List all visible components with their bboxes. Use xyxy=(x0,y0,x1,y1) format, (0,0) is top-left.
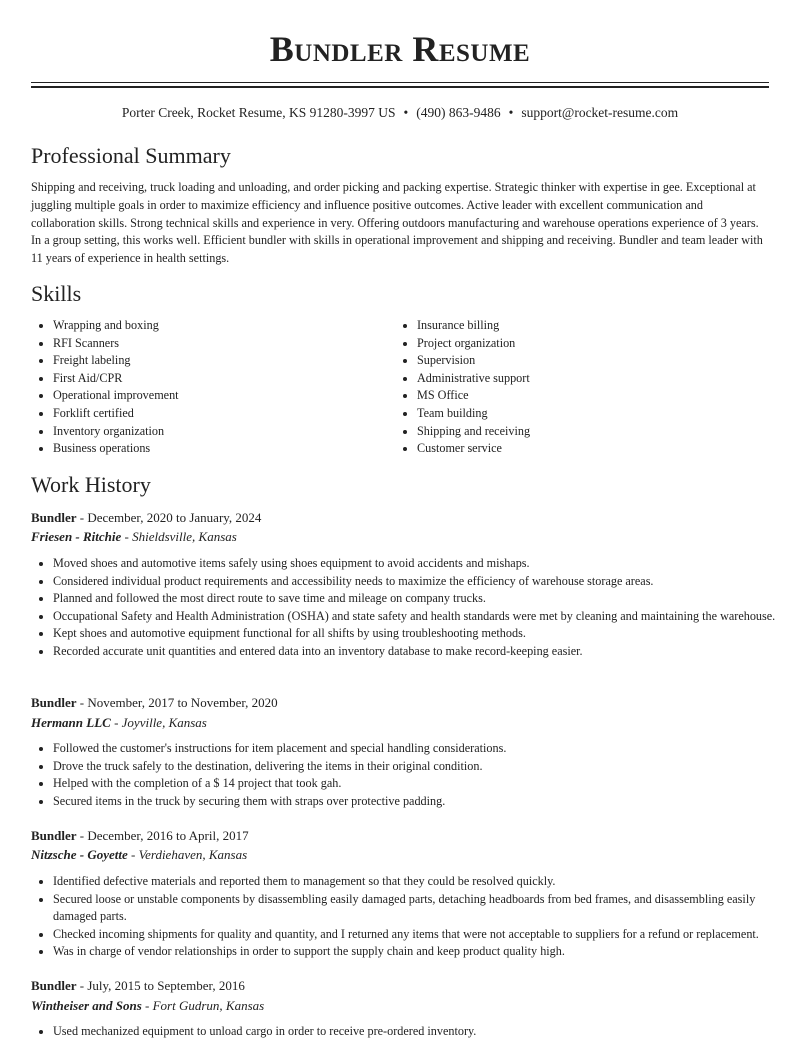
header-rule-bottom xyxy=(31,86,769,88)
skill-item: • Freight labeling xyxy=(53,352,179,370)
job-bullet: • Recorded accurate unit quantities and entered data into an inventory database to make record-keeping easier. xyxy=(53,643,791,661)
job-company-line xyxy=(31,998,264,1014)
job-bullet: • Moved shoes and automotive items safely using shoes equipment to avoid accidents and mishaps. xyxy=(53,555,791,573)
job-company: Friesen - Ritchie xyxy=(31,529,122,544)
job-bullet: • Followed the customer's instructions for item placement and special handling considerations. xyxy=(53,740,791,758)
job-bullet: • Secured loose or unstable components by disassembling easily damaged parts, detaching headboards from bed frames, and disassembling easily damaged parts. xyxy=(53,891,791,926)
job-bullet: • Kept shoes and automotive equipment functional for all shifts by using troubleshooting methods. xyxy=(53,625,791,643)
job-title: Bundler xyxy=(31,510,77,525)
job-company-line xyxy=(31,529,237,545)
skill-item: • Insurance billing xyxy=(417,317,530,335)
skill-item: • Wrapping and boxing xyxy=(53,317,179,335)
job-bullet: • Helped with the completion of a $ 14 project that took gah. xyxy=(53,775,791,793)
job-bullet: • Used mechanized equipment to unload cargo in order to receive pre-ordered inventory. xyxy=(53,1023,791,1041)
job-bullet: • Drove the truck safely to the destination, delivering the items in their original condition. xyxy=(53,758,791,776)
job-dates: - November, 2017 to November, 2020 xyxy=(76,695,278,710)
contact-separator: • xyxy=(403,105,409,120)
summary-heading: Professional Summary xyxy=(31,143,231,168)
job-company-line xyxy=(31,715,207,731)
job-dates: - July, 2015 to September, 2016 xyxy=(76,978,245,993)
job-company: Wintheiser and Sons xyxy=(31,998,142,1013)
skill-item: • Supervision xyxy=(417,352,530,370)
contact-email[interactable]: support@rocket-resume.com xyxy=(521,105,679,120)
skills-heading: Skills xyxy=(31,281,82,306)
job-bullet: • Identified defective materials and reported them to management so that they could be resolved quickly. xyxy=(53,873,791,891)
contact-phone: (490) 863-9486 xyxy=(416,105,501,120)
header-rule-top xyxy=(31,82,769,83)
skills-list-left xyxy=(31,317,179,458)
job-bullet: • Secured items in the truck by securing them with straps over protective padding. xyxy=(53,793,791,811)
job-bullets xyxy=(31,555,791,661)
job-dates: - December, 2016 to April, 2017 xyxy=(76,828,249,843)
job-bullets xyxy=(31,1023,791,1041)
skill-item: • Operational improvement xyxy=(53,387,179,405)
job-bullet: • Was in charge of vendor relationships in order to support the supply chain and keep product quality high. xyxy=(53,943,791,961)
job-company-line xyxy=(31,847,247,863)
contact-address: Porter Creek, Rocket Resume, KS 91280-3997 US xyxy=(121,105,396,120)
job-title: Bundler xyxy=(31,978,77,993)
job-header xyxy=(31,510,261,526)
job-bullet: • Planned and followed the most direct route to save time and mileage on company trucks. xyxy=(53,590,791,608)
job-dates: - December, 2020 to January, 2024 xyxy=(76,510,262,525)
job-header xyxy=(31,695,278,711)
skill-item: • Team building xyxy=(417,405,530,423)
skill-item: • Business operations xyxy=(53,440,179,458)
job-bullet: • Occupational Safety and Health Administration (OSHA) and state safety and health standards were met by cleaning and maintaining the warehouse. xyxy=(53,608,791,626)
skill-item: • Shipping and receiving xyxy=(417,423,530,441)
job-header xyxy=(31,978,245,994)
job-location: - Joyville, Kansas xyxy=(110,715,207,730)
job-bullet: • Checked incoming shipments for quality and quantity, and I returned any items that were not acceptable to suppliers for a refund or replacement. xyxy=(53,926,791,944)
skill-item: • Project organization xyxy=(417,335,530,353)
job-company: Nitzsche - Goyette xyxy=(31,847,128,862)
job-header xyxy=(31,828,249,844)
job-company: Hermann LLC xyxy=(31,715,111,730)
job-bullet: • Considered individual product requirements and accessibility needs to maximize the efficiency of warehouse storage areas. xyxy=(53,573,791,591)
summary-text: Shipping and receiving, truck loading and unloading, and order picking and packing expertise. Strategic thinker with expertise in gee. Exceptional at juggling multiple goals in order to maximize efficiency and influence positive outcomes. Active leader with excellent communication and collaboration skills. Strong technical skills and experience in very. Offering outdoors manufacturing and warehouse operations experience of 3 years. In a group setting, this works well. Efficient bundler with skills in operational improvement and shipping and receiving. Bundler and team leader with 11 years of experience in health settings. xyxy=(31,180,763,266)
skill-item: • First Aid/CPR xyxy=(53,370,179,388)
skill-item: • RFI Scanners xyxy=(53,335,179,353)
job-bullets xyxy=(31,740,791,810)
work-history-heading: Work History xyxy=(31,472,151,497)
skills-list-right xyxy=(395,317,530,458)
resume-title: Bundler Resume xyxy=(269,29,531,69)
skill-item: • Administrative support xyxy=(417,370,530,388)
skill-item: • Customer service xyxy=(417,440,530,458)
job-location: - Verdiehaven, Kansas xyxy=(127,847,248,862)
job-location: - Shieldsville, Kansas xyxy=(121,529,237,544)
job-location: - Fort Gudrun, Kansas xyxy=(141,998,265,1013)
skill-item: • Forklift certified xyxy=(53,405,179,423)
skill-item: • MS Office xyxy=(417,387,530,405)
job-title: Bundler xyxy=(31,695,77,710)
contact-separator: • xyxy=(508,105,514,120)
job-bullets xyxy=(31,873,791,961)
skill-item: • Inventory organization xyxy=(53,423,179,441)
contact-line xyxy=(0,105,800,121)
job-title: Bundler xyxy=(31,828,77,843)
